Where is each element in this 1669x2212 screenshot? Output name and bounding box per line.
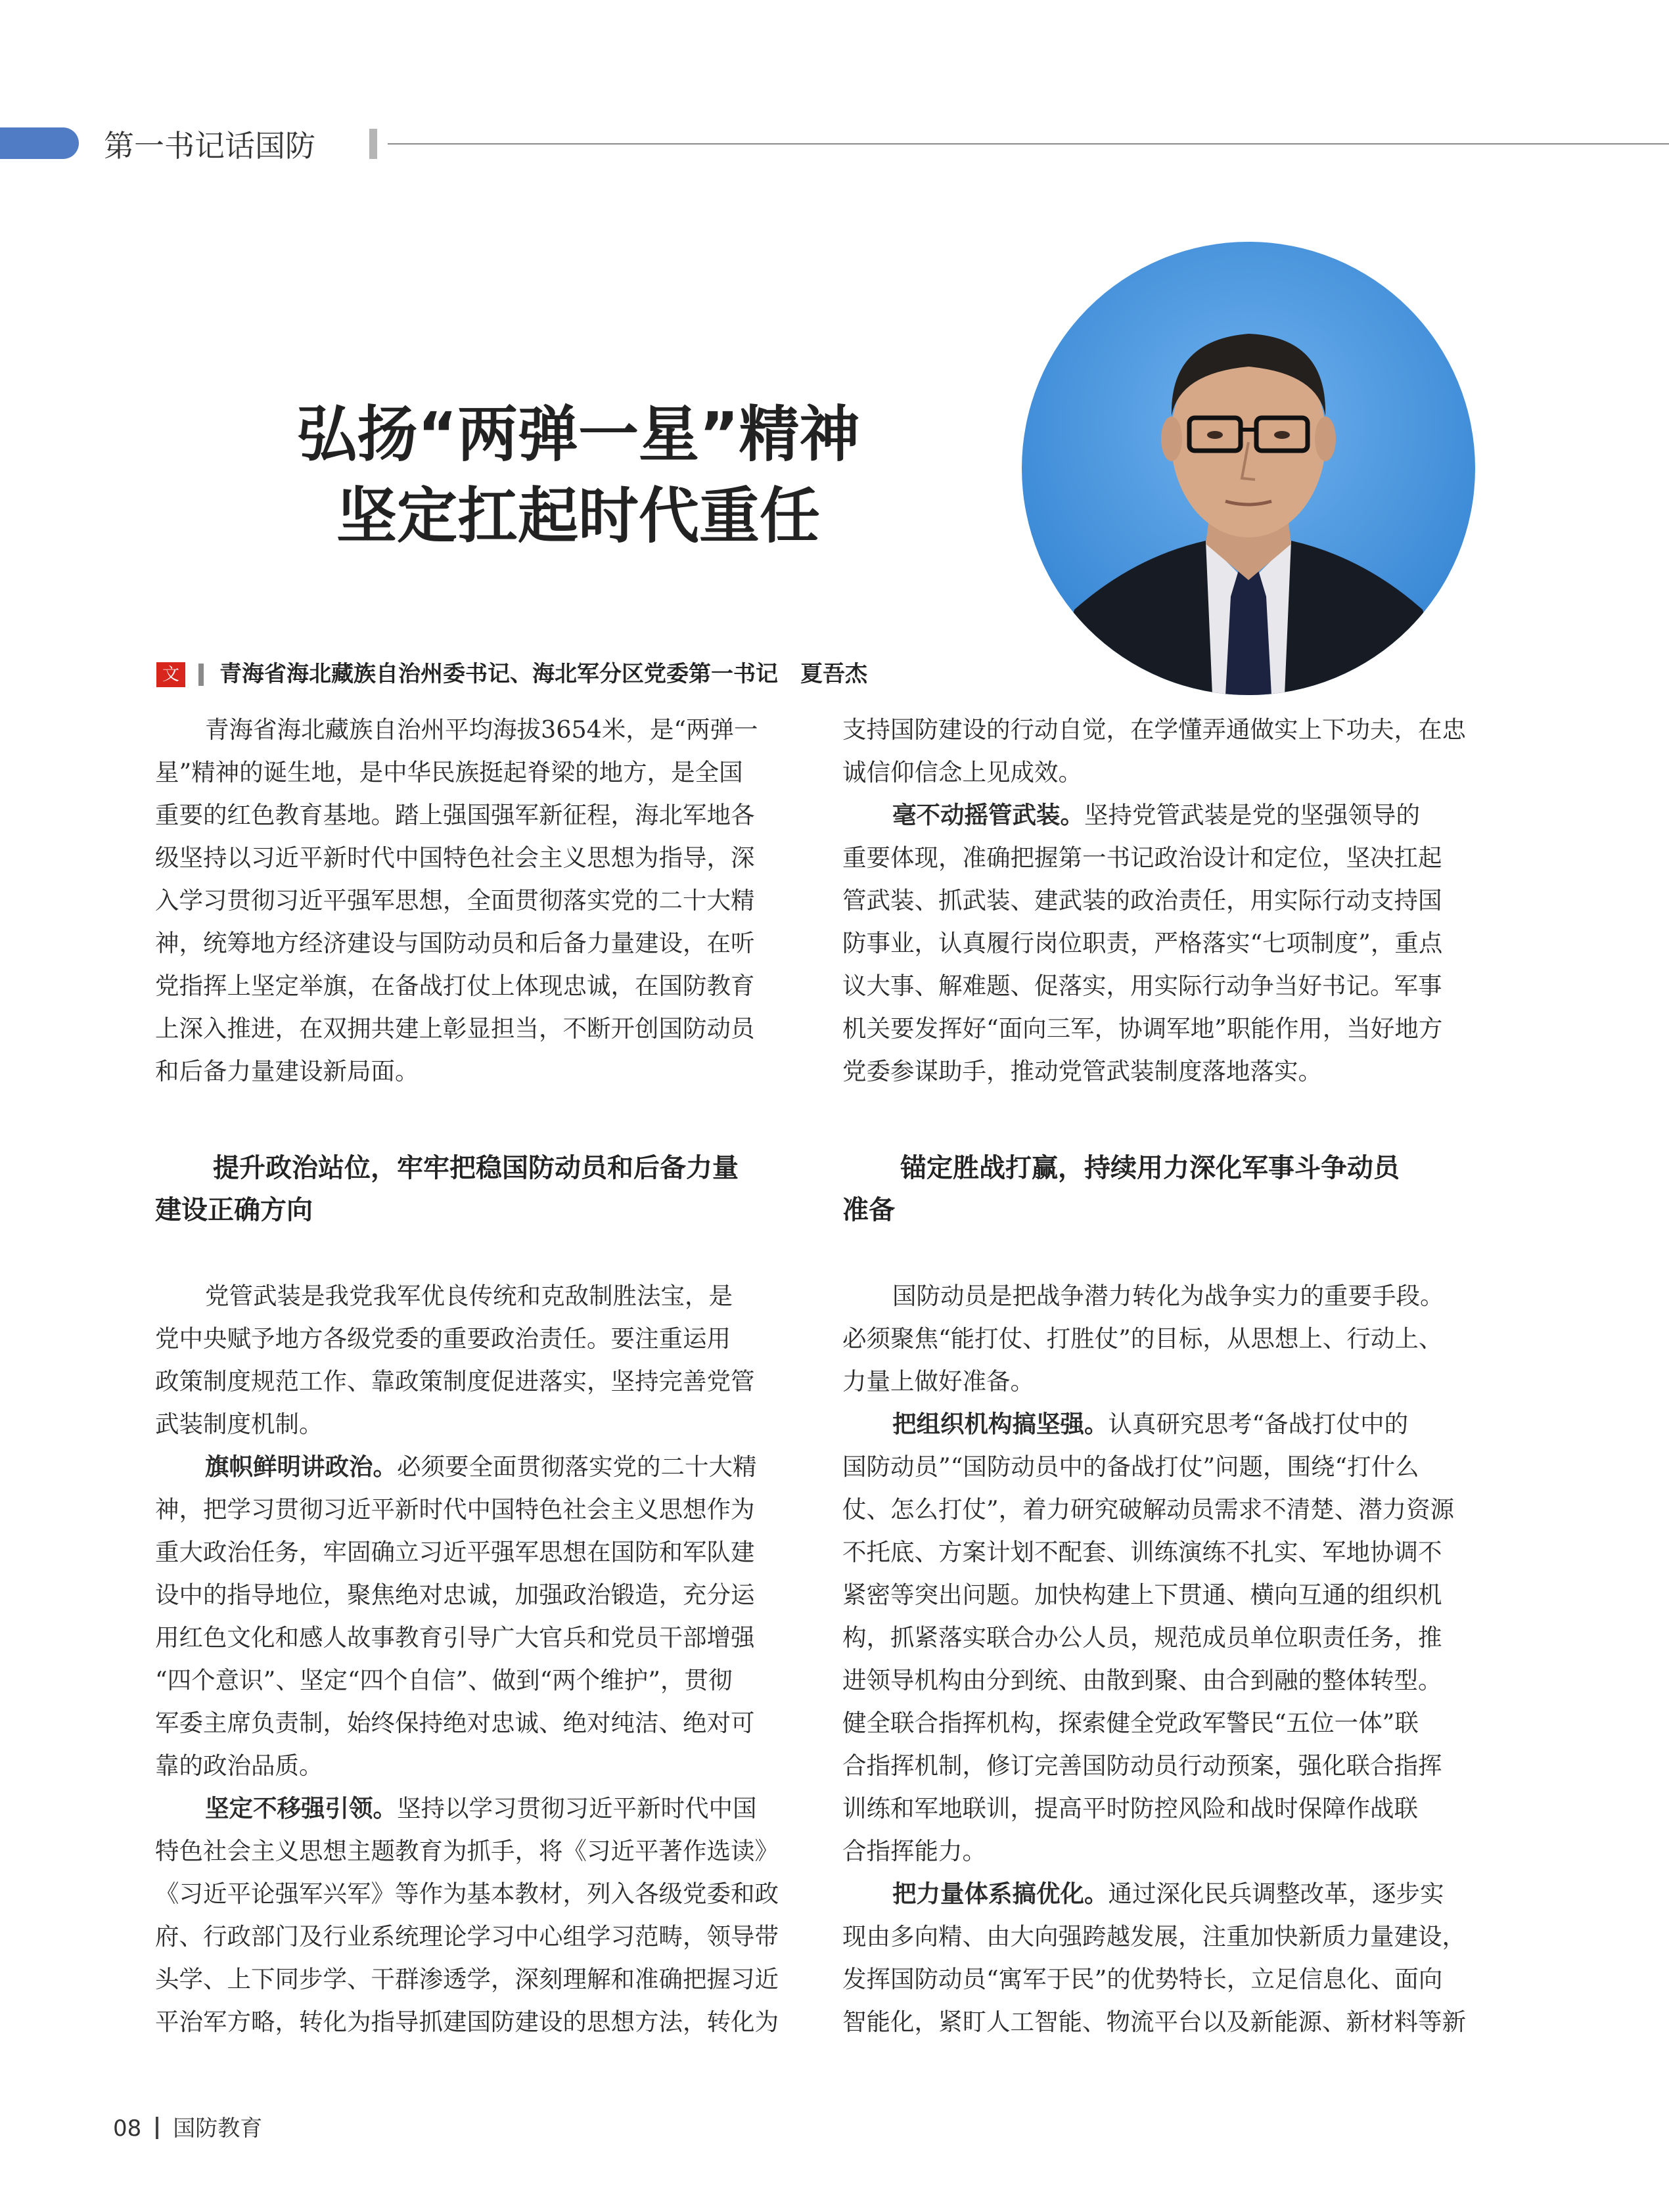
paragraph-lead: 把组织机构搞坚强。: [892, 1410, 1109, 1438]
text-line: 进领导机构由分到统、由散到聚、由合到融的整体转型。: [842, 1666, 1442, 1694]
text-line: 《习近平论强军兴军》等作为基本教材，列入各级党委和政: [155, 1880, 779, 1908]
author-byline: 青海省海北藏族自治州委书记、海北军分区党委第一书记 夏吾杰: [219, 661, 867, 687]
text-line: 健全联合指挥机构，探索健全党政军警民“五位一体”联: [842, 1709, 1419, 1737]
text-line: 通过深化民兵调整改革，逐步实: [1108, 1880, 1444, 1908]
text-line: 府、行政部门及行业系统理论学习中心组学习范畴，领导带: [155, 1922, 779, 1951]
portrait-illustration: [1022, 242, 1475, 695]
text-line: 党委参谋助手，推动党管武装制度落地落实。: [842, 1057, 1322, 1085]
paragraph-lead: 坚定不移强引领。: [205, 1794, 397, 1822]
left-body: [155, 1275, 786, 2043]
text-line: 重要的红色教育基地。踏上强国强军新征程，海北军地各: [155, 801, 755, 829]
magazine-name: 国防教育: [173, 2115, 263, 2142]
title-line-2: 坚定扛起时代重任: [336, 481, 820, 551]
text-line: 星”精神的诞生地，是中华民族挺起脊梁的地方，是全国: [155, 758, 743, 786]
text-line: 管武装、抓武装、建武装的政治责任，用实际行动支持国: [842, 886, 1442, 914]
text-line: 平治军方略，转化为指导抓建国防建设的思想方法，转化为: [155, 2008, 779, 2036]
title-line-1: 弘扬“两弹一星”精神: [296, 399, 860, 470]
section-marker: [0, 127, 79, 159]
author-badge: 文: [156, 662, 185, 687]
text-line: 神，把学习贯彻习近平新时代中国特色社会主义思想作为: [155, 1495, 755, 1524]
text-line: 不托底、方案计划不配套、训练演练不扎实、军地协调不: [842, 1538, 1442, 1566]
text-line: 坚持党管武装是党的坚强领导的: [1084, 801, 1420, 829]
text-line: 级坚持以习近平新时代中国特色社会主义思想为指导，深: [155, 844, 755, 872]
footer-divider: [156, 2117, 158, 2139]
right-body-top: [842, 708, 1473, 1093]
text-line: 紧密等突出问题。加快构建上下贯通、横向互通的组织机: [842, 1581, 1442, 1609]
text-line: 武装制度机制。: [155, 1410, 323, 1438]
text-line: 上深入推进，在双拥共建上彰显担当，不断开创国防动员: [155, 1014, 755, 1043]
text-line: “四个意识”、坚定“四个自信”、做到“两个维护”，贯彻: [155, 1666, 733, 1694]
byline-divider: [198, 664, 204, 686]
text-line: 坚持以学习贯彻习近平新时代中国: [397, 1794, 757, 1822]
paragraph-lead: 毫不动摇管武装。: [892, 801, 1084, 829]
text-line: 靠的政治品质。: [155, 1751, 323, 1780]
text-line: 头学、上下同步学、干群渗透学，深刻理解和准确把握习近: [155, 1965, 779, 1993]
paragraph-lead: 旗帜鲜明讲政治。: [205, 1453, 397, 1481]
section-heading-2: [842, 1147, 1400, 1231]
heading-line: 准备: [842, 1195, 895, 1225]
text-line: 必须聚焦“能打仗、打胜仗”的目标，从思想上、行动上、: [842, 1324, 1443, 1353]
text-line: 神，统筹地方经济建设与国防动员和后备力量建设，在听: [155, 929, 755, 957]
text-line: 合指挥机制，修订完善国防动员行动预案，强化联合指挥: [842, 1751, 1442, 1780]
text-line: 入学习贯彻习近平强军思想，全面贯彻落实党的二十大精: [155, 886, 755, 914]
text-line: 国防动员”“国防动员中的备战打仗”问题，围绕“打什么: [842, 1453, 1419, 1481]
text-line: 党管武装是我党我军优良传统和克敌制胜法宝，是: [205, 1282, 733, 1310]
page-footer: [113, 2110, 262, 2142]
text-line: 仗、怎么打仗”，着力研究破解动员需求不清楚、潜力资源: [842, 1495, 1455, 1524]
header-rule: [388, 143, 1669, 145]
text-line: 智能化，紧盯人工智能、物流平台以及新能源、新材料等新: [842, 2008, 1466, 2036]
section-divider-bar: [369, 129, 377, 159]
text-line: 党指挥上坚定举旗，在备战打仗上体现忠诚，在国防教育: [155, 972, 755, 1000]
heading-line: 建设正确方向: [155, 1195, 313, 1225]
text-line: 认真研究思考“备战打仗中的: [1108, 1410, 1409, 1438]
text-line: 重要体现，准确把握第一书记政治设计和定位，坚决扛起: [842, 844, 1442, 872]
text-line: 训练和军地联训，提高平时防控风险和战时保障作战联: [842, 1794, 1418, 1822]
page-number: 08: [113, 2115, 142, 2142]
text-line: 机关要发挥好“面向三军，协调军地”职能作用，当好地方: [842, 1014, 1443, 1043]
text-line: 诚信仰信念上见成效。: [842, 758, 1082, 786]
text-line: 党中央赋予地方各级党委的重要政治责任。要注重运用: [155, 1324, 731, 1353]
text-line: 力量上做好准备。: [842, 1367, 1034, 1395]
text-line: 必须要全面贯彻落实党的二十大精: [397, 1453, 757, 1481]
text-line: 特色社会主义思想主题教育为抓手，将《习近平著作选读》: [155, 1837, 779, 1865]
article-title: [158, 394, 999, 557]
text-line: 合指挥能力。: [842, 1837, 986, 1865]
text-line: 现由多向精、由大向强跨越发展，注重加快新质力量建设，: [842, 1922, 1466, 1951]
text-line: 设中的指导地位，聚焦绝对忠诚，加强政治锻造，充分运: [155, 1581, 755, 1609]
right-body: [842, 1275, 1473, 2043]
intro-paragraph: [155, 708, 786, 1093]
text-line: 重大政治任务，牢固确立习近平强军思想在国防和军队建: [155, 1538, 755, 1566]
text-line: 军委主席负责制，始终保持绝对忠诚、绝对纯洁、绝对可: [155, 1709, 755, 1737]
text-line: 发挥国防动员“寓军于民”的优势特长，立足信息化、面向: [842, 1965, 1443, 1993]
section-heading-1: [155, 1147, 739, 1231]
portrait-photo: [1022, 242, 1475, 695]
heading-line: 锚定胜战打赢，持续用力深化军事斗争动员: [900, 1153, 1400, 1183]
section-title: 第一书记话国防: [104, 128, 315, 164]
text-line: 防事业，认真履行岗位职责，严格落实“七项制度”，重点: [842, 929, 1443, 957]
text-line: 政策制度规范工作、靠政策制度促进落实，坚持完善党管: [155, 1367, 755, 1395]
text-line: 用红色文化和感人故事教育引导广大官兵和党员干部增强: [155, 1623, 755, 1652]
heading-line: 提升政治站位，牢牢把稳国防动员和后备力量: [213, 1153, 739, 1183]
text-line: 和后备力量建设新局面。: [155, 1057, 419, 1085]
text-line: 支持国防建设的行动自觉，在学懂弄通做实上下功夫，在忠: [842, 715, 1466, 744]
text-line: 青海省海北藏族自治州平均海拔3654米，是“两弹一: [205, 715, 758, 744]
text-line: 国防动员是把战争潜力转化为战争实力的重要手段。: [892, 1282, 1444, 1310]
text-line: 议大事、解难题、促落实，用实际行动争当好书记。军事: [842, 972, 1442, 1000]
text-line: 构，抓紧落实联合办公人员，规范成员单位职责任务，推: [842, 1623, 1442, 1652]
paragraph-lead: 把力量体系搞优化。: [892, 1880, 1109, 1908]
